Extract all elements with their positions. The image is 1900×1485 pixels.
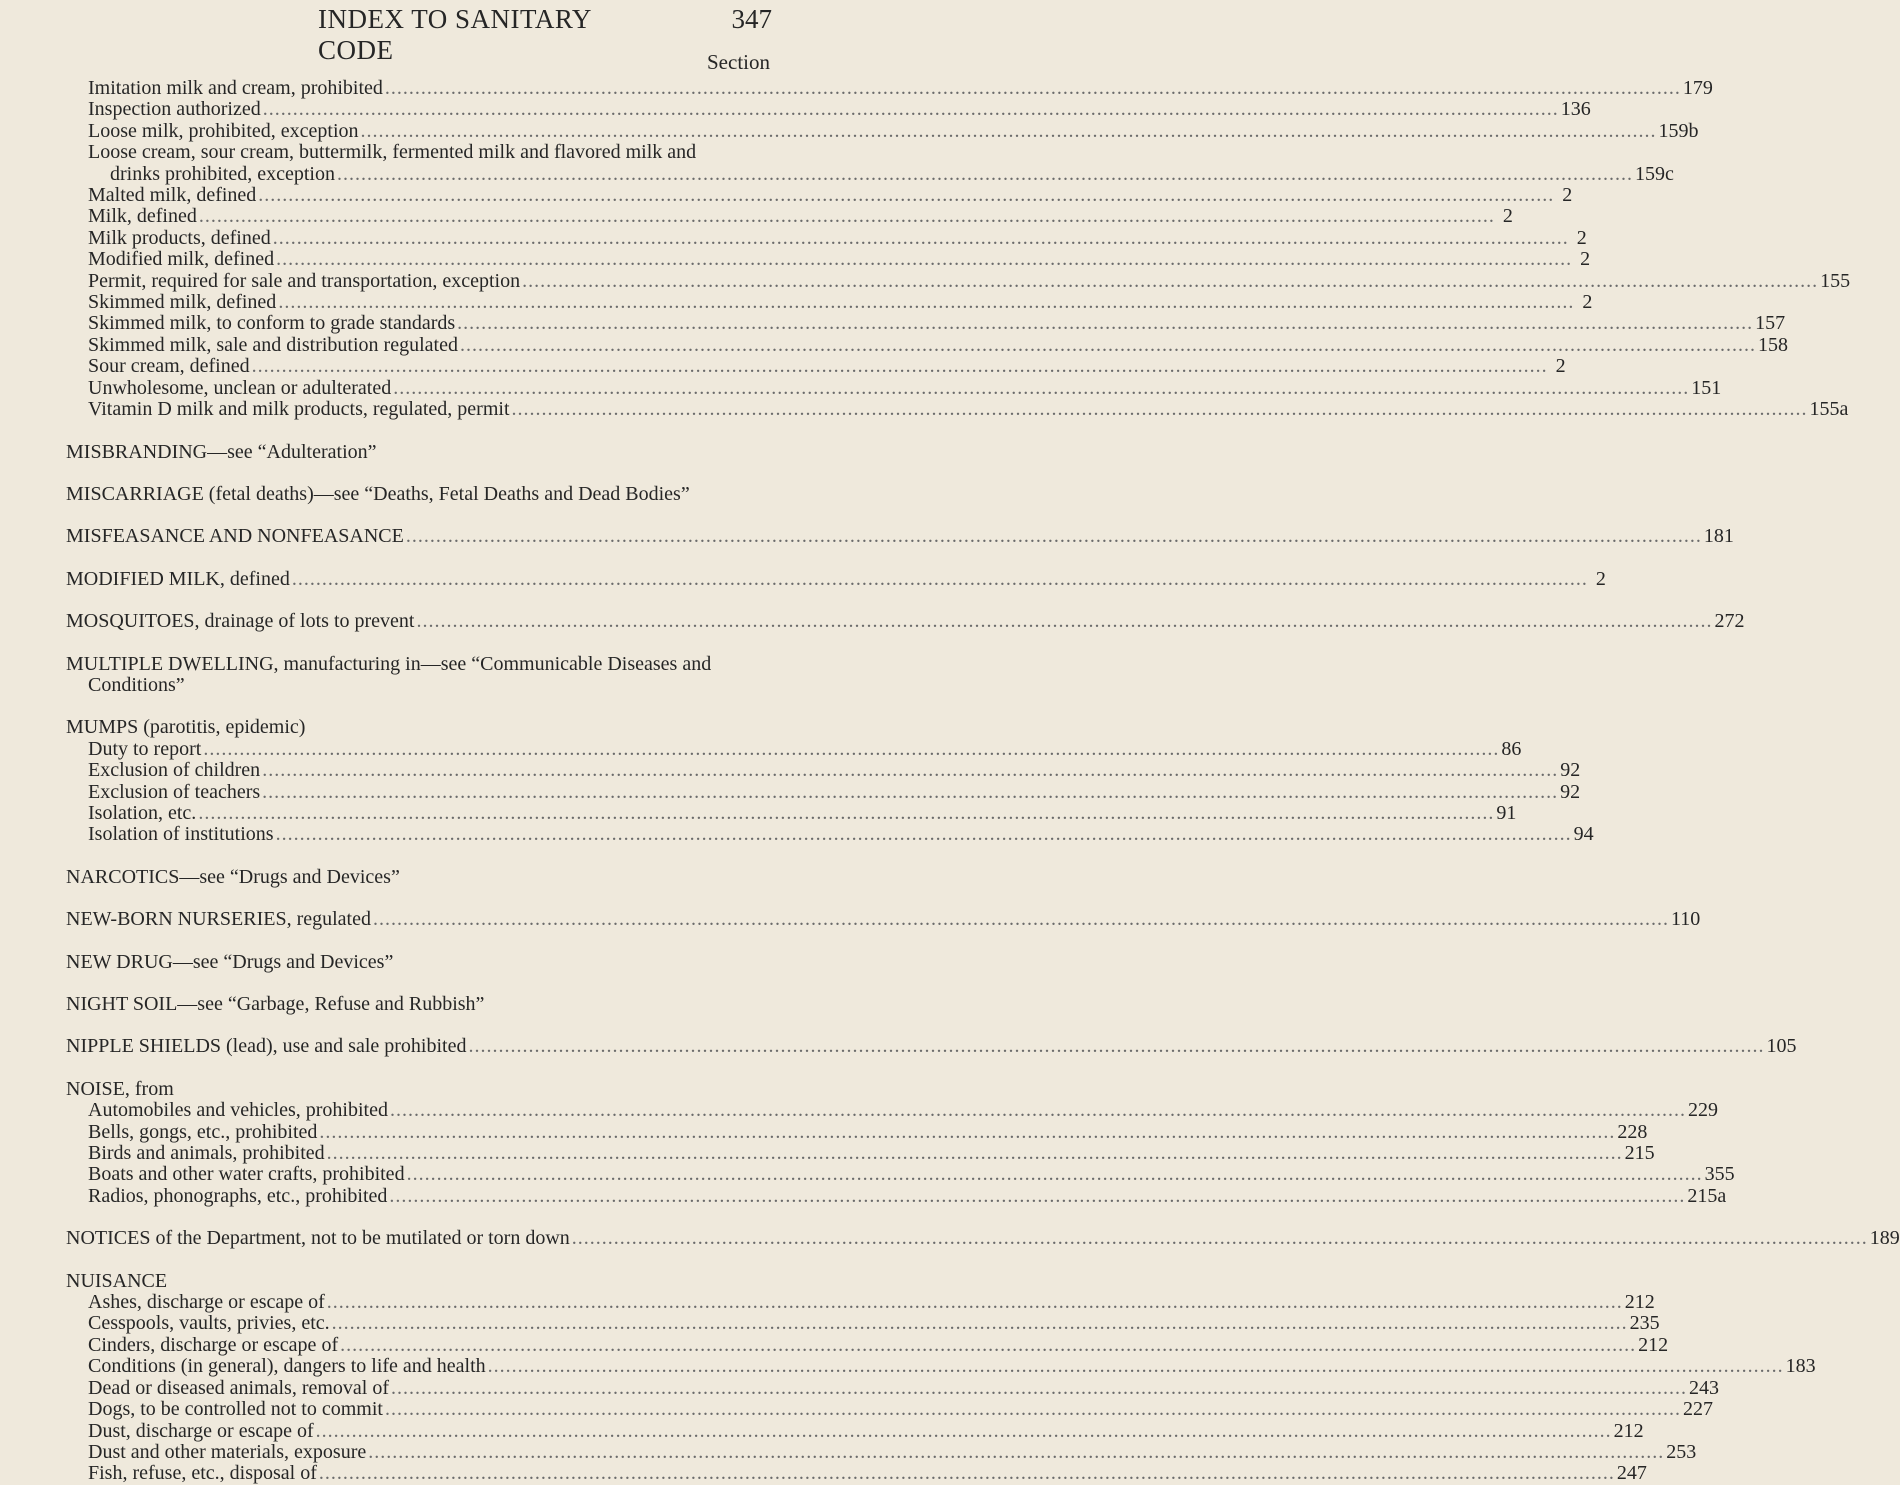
section-column-label: Section	[707, 50, 770, 74]
entry-section: 2	[1555, 355, 1566, 378]
entry-section: 157	[1755, 312, 1786, 335]
leader-dots	[373, 909, 1669, 930]
entry-text: Fish, refuse, etc., disposal of	[88, 1462, 317, 1485]
heading-continuation: Conditions”	[88, 673, 185, 696]
entry-text: Skimmed milk, sale and distribution regulated	[88, 333, 458, 356]
index-content	[66, 77, 1900, 1485]
index-heading: MISBRANDING—see “Adulteration”	[66, 440, 377, 463]
leader-dots	[391, 1378, 1687, 1399]
entry-section: 235	[1629, 1312, 1660, 1335]
index-entry	[66, 1099, 1718, 1122]
index-entry	[66, 312, 1786, 335]
entry-section: 159c	[1634, 162, 1674, 185]
entry-text: Duty to report	[88, 737, 202, 760]
index-entry	[66, 248, 1591, 271]
index-entry	[66, 1440, 1697, 1463]
leader-dots	[258, 185, 1554, 206]
entry-text: Radios, phonographs, etc., prohibited	[88, 1184, 388, 1207]
entry-text: Automobiles and vehicles, prohibited	[88, 1099, 388, 1122]
leader-dots	[389, 1186, 1685, 1207]
entry-section: 92	[1560, 759, 1581, 782]
leader-dots	[522, 271, 1818, 292]
index-entry	[66, 98, 1591, 121]
index-entry-line	[66, 142, 771, 163]
entry-text: Birds and animals, prohibited	[88, 1142, 325, 1165]
leader-dots	[262, 782, 1558, 803]
entry-section: 158	[1757, 333, 1788, 356]
entry-text: Skimmed milk, defined	[88, 291, 277, 314]
leader-dots	[488, 1356, 1784, 1377]
leader-dots	[262, 760, 1558, 781]
leader-dots	[332, 1313, 1628, 1334]
leader-dots	[340, 1335, 1636, 1356]
entry-text: Isolation of institutions	[88, 823, 274, 846]
leader-dots	[276, 824, 1572, 845]
entry-text: Sour cream, defined	[88, 355, 250, 378]
entry-text: Milk, defined	[88, 205, 197, 228]
leader-dots	[407, 1164, 1703, 1185]
index-entry	[66, 1163, 1735, 1186]
index-entry	[66, 759, 1581, 782]
entry-section: 91	[1496, 801, 1517, 824]
entry-section: 229	[1687, 1099, 1718, 1122]
leader-dots	[368, 1442, 1664, 1463]
leader-dots	[385, 78, 1681, 99]
leader-dots	[292, 569, 1588, 590]
leader-dots	[319, 1463, 1615, 1484]
index-entry	[66, 1291, 1655, 1314]
index-entry	[66, 1376, 1720, 1399]
entry-section: 2	[1576, 226, 1587, 249]
entry-text: Dust, discharge or escape of	[88, 1419, 314, 1442]
leader-dots	[203, 739, 1499, 760]
entry-text: Modified milk, defined	[88, 248, 275, 271]
leader-dots	[416, 611, 1712, 632]
entry-text: MOSQUITOES, drainage of lots to prevent	[66, 610, 415, 633]
entry-text: MODIFIED MILK, defined	[66, 567, 290, 590]
entry-section: 2	[1562, 184, 1573, 207]
entry-text: Conditions (in general), dangers to life and health	[88, 1355, 486, 1378]
index-heading: MISCARRIAGE (fetal deaths)—see “Deaths, Fetal Deaths and Dead Bodies”	[66, 482, 690, 505]
entry-text: Loose cream, sour cream, buttermilk, fermented milk and flavored milk and	[88, 141, 697, 164]
entry-text: drinks prohibited, exception	[110, 162, 335, 185]
leader-dots	[199, 206, 1495, 227]
leader-dots	[273, 228, 1569, 249]
index-heading: NUISANCE	[66, 1269, 168, 1292]
leader-dots	[252, 356, 1548, 377]
index-entry	[66, 269, 1851, 292]
entry-section: 151	[1691, 376, 1722, 399]
leader-dots	[361, 121, 1657, 142]
entry-section: 215a	[1687, 1184, 1727, 1207]
index-heading: NARCOTICS—see “Drugs and Devices”	[66, 865, 400, 888]
leader-dots	[385, 1399, 1681, 1420]
entry-section: 189	[1869, 1227, 1900, 1250]
entry-text: Permit, required for sale and transportation, exception	[88, 269, 521, 292]
entry-section: 228	[1617, 1120, 1648, 1143]
entry-text: MISFEASANCE AND NONFEASANCE	[66, 525, 404, 548]
index-heading-entry	[66, 1227, 1900, 1250]
entry-section: 2	[1595, 567, 1606, 590]
page-number: 347	[731, 4, 772, 34]
index-entry	[66, 823, 1594, 846]
entry-text: Dead or diseased animals, removal of	[88, 1376, 390, 1399]
index-entry	[66, 1355, 1816, 1378]
entry-section: 136	[1560, 98, 1591, 121]
entry-section: 2	[1502, 205, 1513, 228]
index-heading-entry	[66, 610, 1745, 633]
entry-section: 86	[1501, 737, 1522, 760]
entry-section: 272	[1714, 610, 1745, 633]
leader-dots	[327, 1143, 1623, 1164]
entry-section: 181	[1703, 525, 1734, 548]
index-entry	[66, 1419, 1644, 1442]
leader-dots	[319, 1122, 1615, 1143]
entry-text: NIPPLE SHIELDS (lead), use and sale prohibited	[66, 1035, 467, 1058]
entry-section: 2	[1580, 248, 1591, 271]
entry-text: NEW-BORN NURSERIES, regulated	[66, 908, 371, 931]
entry-text: Exclusion of children	[88, 759, 261, 782]
index-entry	[66, 77, 1713, 99]
entry-section: 243	[1689, 1376, 1720, 1399]
index-entry	[66, 1184, 1727, 1207]
entry-section: 2	[1582, 291, 1593, 314]
leader-dots	[263, 99, 1559, 120]
heading-line: MULTIPLE DWELLING, manufacturing in—see “Communicable Diseases and	[66, 652, 712, 675]
entry-section: 215	[1624, 1142, 1655, 1165]
index-entry	[66, 355, 1566, 378]
index-entry	[66, 205, 1513, 228]
entry-text: Skimmed milk, to conform to grade standards	[88, 312, 456, 335]
leader-dots	[276, 249, 1572, 270]
leader-dots	[316, 1421, 1612, 1442]
entry-section: 155	[1820, 269, 1851, 292]
leader-dots	[390, 1100, 1686, 1121]
entry-section: 212	[1638, 1333, 1669, 1356]
leader-dots	[198, 803, 1494, 824]
leader-dots	[512, 399, 1808, 420]
entry-section: 155a	[1809, 398, 1849, 421]
leader-dots	[278, 292, 1574, 313]
entry-text: Cinders, discharge or escape of	[88, 1333, 339, 1356]
entry-text: Ashes, discharge or escape of	[88, 1291, 325, 1314]
entry-section: 105	[1766, 1035, 1797, 1058]
entry-text: Isolation, etc.	[88, 801, 197, 824]
index-entry	[66, 184, 1573, 207]
index-entry	[66, 1120, 1648, 1143]
index-entry	[66, 376, 1722, 399]
index-entry	[66, 226, 1587, 249]
index-heading: NEW DRUG—see “Drugs and Devices”	[66, 950, 394, 973]
leader-dots	[393, 378, 1689, 399]
index-entry	[66, 801, 1517, 824]
entry-text: Vitamin D milk and milk products, regulated, permit	[88, 398, 510, 421]
entry-section: 227	[1682, 1398, 1713, 1421]
index-entry	[66, 119, 1699, 142]
entry-text: Unwholesome, unclean or adulterated	[88, 376, 392, 399]
index-entry	[66, 780, 1581, 803]
index-heading-entry	[66, 1035, 1797, 1058]
entry-text: Dogs, to be controlled not to commit	[88, 1398, 383, 1421]
entry-section: 159b	[1658, 119, 1699, 142]
index-heading: MUMPS (parotitis, epidemic)	[66, 716, 306, 739]
entry-text: Dust and other materials, exposure	[88, 1440, 367, 1463]
entry-text: Milk products, defined	[88, 226, 271, 249]
index-heading: NOISE, from	[66, 1077, 174, 1100]
entry-section: 247	[1616, 1462, 1647, 1485]
index-heading-entry	[66, 525, 1734, 548]
leader-dots	[457, 313, 1753, 334]
leader-dots	[337, 164, 1633, 185]
leader-dots	[406, 526, 1702, 547]
entry-text: NOTICES of the Department, not to be mutilated or torn down	[66, 1227, 570, 1250]
entry-text: Loose milk, prohibited, exception	[88, 119, 359, 142]
entry-section: 179	[1682, 77, 1713, 99]
entry-section: 355	[1704, 1163, 1735, 1186]
entry-text: Malted milk, defined	[88, 184, 257, 207]
index-entry	[66, 333, 1788, 356]
entry-text: Cesspools, vaults, privies, etc.	[88, 1312, 330, 1335]
index-entry	[66, 1142, 1655, 1165]
index-entry	[66, 162, 1674, 185]
entry-section: 94	[1573, 823, 1594, 846]
index-entry	[66, 1398, 1713, 1421]
index-entry	[66, 1333, 1669, 1356]
entry-text: Bells, gongs, etc., prohibited	[88, 1120, 318, 1143]
entry-section: 212	[1613, 1419, 1644, 1442]
index-heading	[66, 654, 771, 697]
entry-section: 253	[1666, 1440, 1697, 1463]
leader-dots	[572, 1228, 1868, 1249]
entry-text: Inspection authorized	[88, 98, 261, 121]
entry-text: Exclusion of teachers	[88, 780, 261, 803]
leader-dots	[327, 1292, 1623, 1313]
entry-text: Boats and other water crafts, prohibited	[88, 1163, 405, 1186]
index-entry	[66, 398, 1849, 421]
leader-dots	[468, 1036, 1764, 1057]
index-entry	[66, 737, 1522, 760]
entry-section: 110	[1670, 908, 1701, 931]
leader-dots	[460, 335, 1756, 356]
entry-text: Imitation milk and cream, prohibited	[88, 77, 383, 99]
index-entry	[66, 1312, 1660, 1335]
index-heading: NIGHT SOIL—see “Garbage, Refuse and Rubbish”	[66, 993, 485, 1015]
index-entry	[66, 1462, 1647, 1485]
index-heading-entry	[66, 567, 1606, 590]
entry-section: 183	[1785, 1355, 1816, 1378]
entry-section: 92	[1560, 780, 1581, 803]
index-entry	[66, 291, 1593, 314]
index-heading-entry	[66, 908, 1701, 931]
entry-section: 212	[1624, 1291, 1655, 1314]
running-title: INDEX TO SANITARY CODE	[318, 4, 591, 65]
